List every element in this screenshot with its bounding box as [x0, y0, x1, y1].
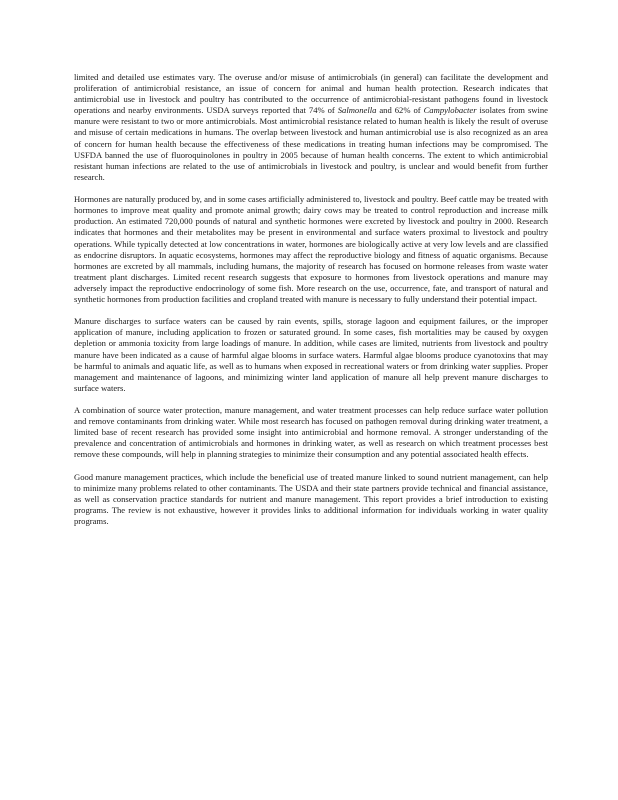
- paragraph-antimicrobials: limited and detailed use estimates vary. The overuse and/or misuse of antimicrobials (in general) can facilitate the development and proliferation of antimicrobial resistance, an issue of concern for animal and human health protection. Research indicates that antimicrobial use in livestock and poultry has contributed to the occurrence of antimicrobial-resistant pathogens found in livestock operations and nearby environments. USDA surveys reported that 74% of Salmonella and 62% of Campylobacter isolates from swine manure were resistant to two or more antimicrobials. Most antimicrobial resistance related to human health is likely the result of overuse and misuse of certain medications in humans. The overlap between livestock and human antimicrobial use is also recognized as an area of concern for human health because the effectiveness of these medications in treating human infections may be compromised. The USFDA banned the use of fluoroquinolones in poultry in 2005 because of human health concerns. The extent to which antimicrobial resistant human infections are related to the use of antimicrobials in livestock and poultry, is unclear and would benefit from further research.: [74, 72, 548, 182]
- paragraph-hormones: Hormones are naturally produced by, and in some cases artificially administered to, livestock and poultry. Beef cattle may be treated with hormones to improve meat quality and promote animal growth; dairy cows may be treated to control reproduction and increase milk production. An estimated 720,000 pounds of natural and synthetic hormones were excreted by livestock and poultry in 2000. Research indicates that hormones and their metabolites may be present in environmental and surface waters proximal to livestock and poultry operations. While typically detected at low concentrations in water, hormones are biologically active at very low levels and are classified as endocrine disruptors. In aquatic ecosystems, hormones may affect the reproductive biology and fitness of aquatic organisms. Because hormones are excreted by all mammals, including humans, the majority of research has focused on hormone releases from waste water treatment plant discharges. Limited recent research suggests that exposure to hormones from livestock operations and manure may adversely impact the reproductive endocrinology of some fish. More research on the use, occurrence, fate, and transport of natural and synthetic hormones from production facilities and cropland treated with manure is necessary to fully understand their potential impact.: [74, 194, 548, 304]
- document-body: [74, 72, 548, 538]
- paragraph-manure-management: Good manure management practices, which include the beneficial use of treated manure linked to sound nutrient management, can help to minimize many problems related to other contaminants. The USDA and their state partners provide technical and financial assistance, as well as conservation practice standards for nutrient and manure management. This report provides a brief introduction to existing programs. The review is not exhaustive, however it provides links to additional information for individuals working in water quality programs.: [74, 471, 548, 527]
- paragraph-manure-discharges: Manure discharges to surface waters can be caused by rain events, spills, storage lagoon and equipment failures, or the improper application of manure, including application to frozen or saturated ground. In some cases, fish mortalities may be caused by oxygen depletion or ammonia toxicity from large loadings of manure. In addition, while cases are limited, nutrients from livestock and poultry manure have been indicated as a cause of harmful algae blooms in surface waters. Harmful algae blooms produce cyanotoxins that may be harmful to animals and aquatic life, as well as to humans when exposed in recreational waters or from drinking water supplies. Proper management and maintenance of lagoons, and minimizing winter land application of manure all help prevent manure discharges to surface waters.: [74, 316, 548, 393]
- paragraph-water-treatment: A combination of source water protection, manure management, and water treatment processes can help reduce surface water pollution and remove contaminants from drinking water. While most research has focused on pathogen removal during drinking water treatment, a limited base of recent research has provided some insight into antimicrobial and hormone removal. A stronger understanding of the prevalence and concentration of antimicrobials and hormones in drinking water, as well as research on which treatment processes best remove these compounds, will help in planning strategies to minimize their consumption and any potential associated health effects.: [74, 405, 548, 460]
